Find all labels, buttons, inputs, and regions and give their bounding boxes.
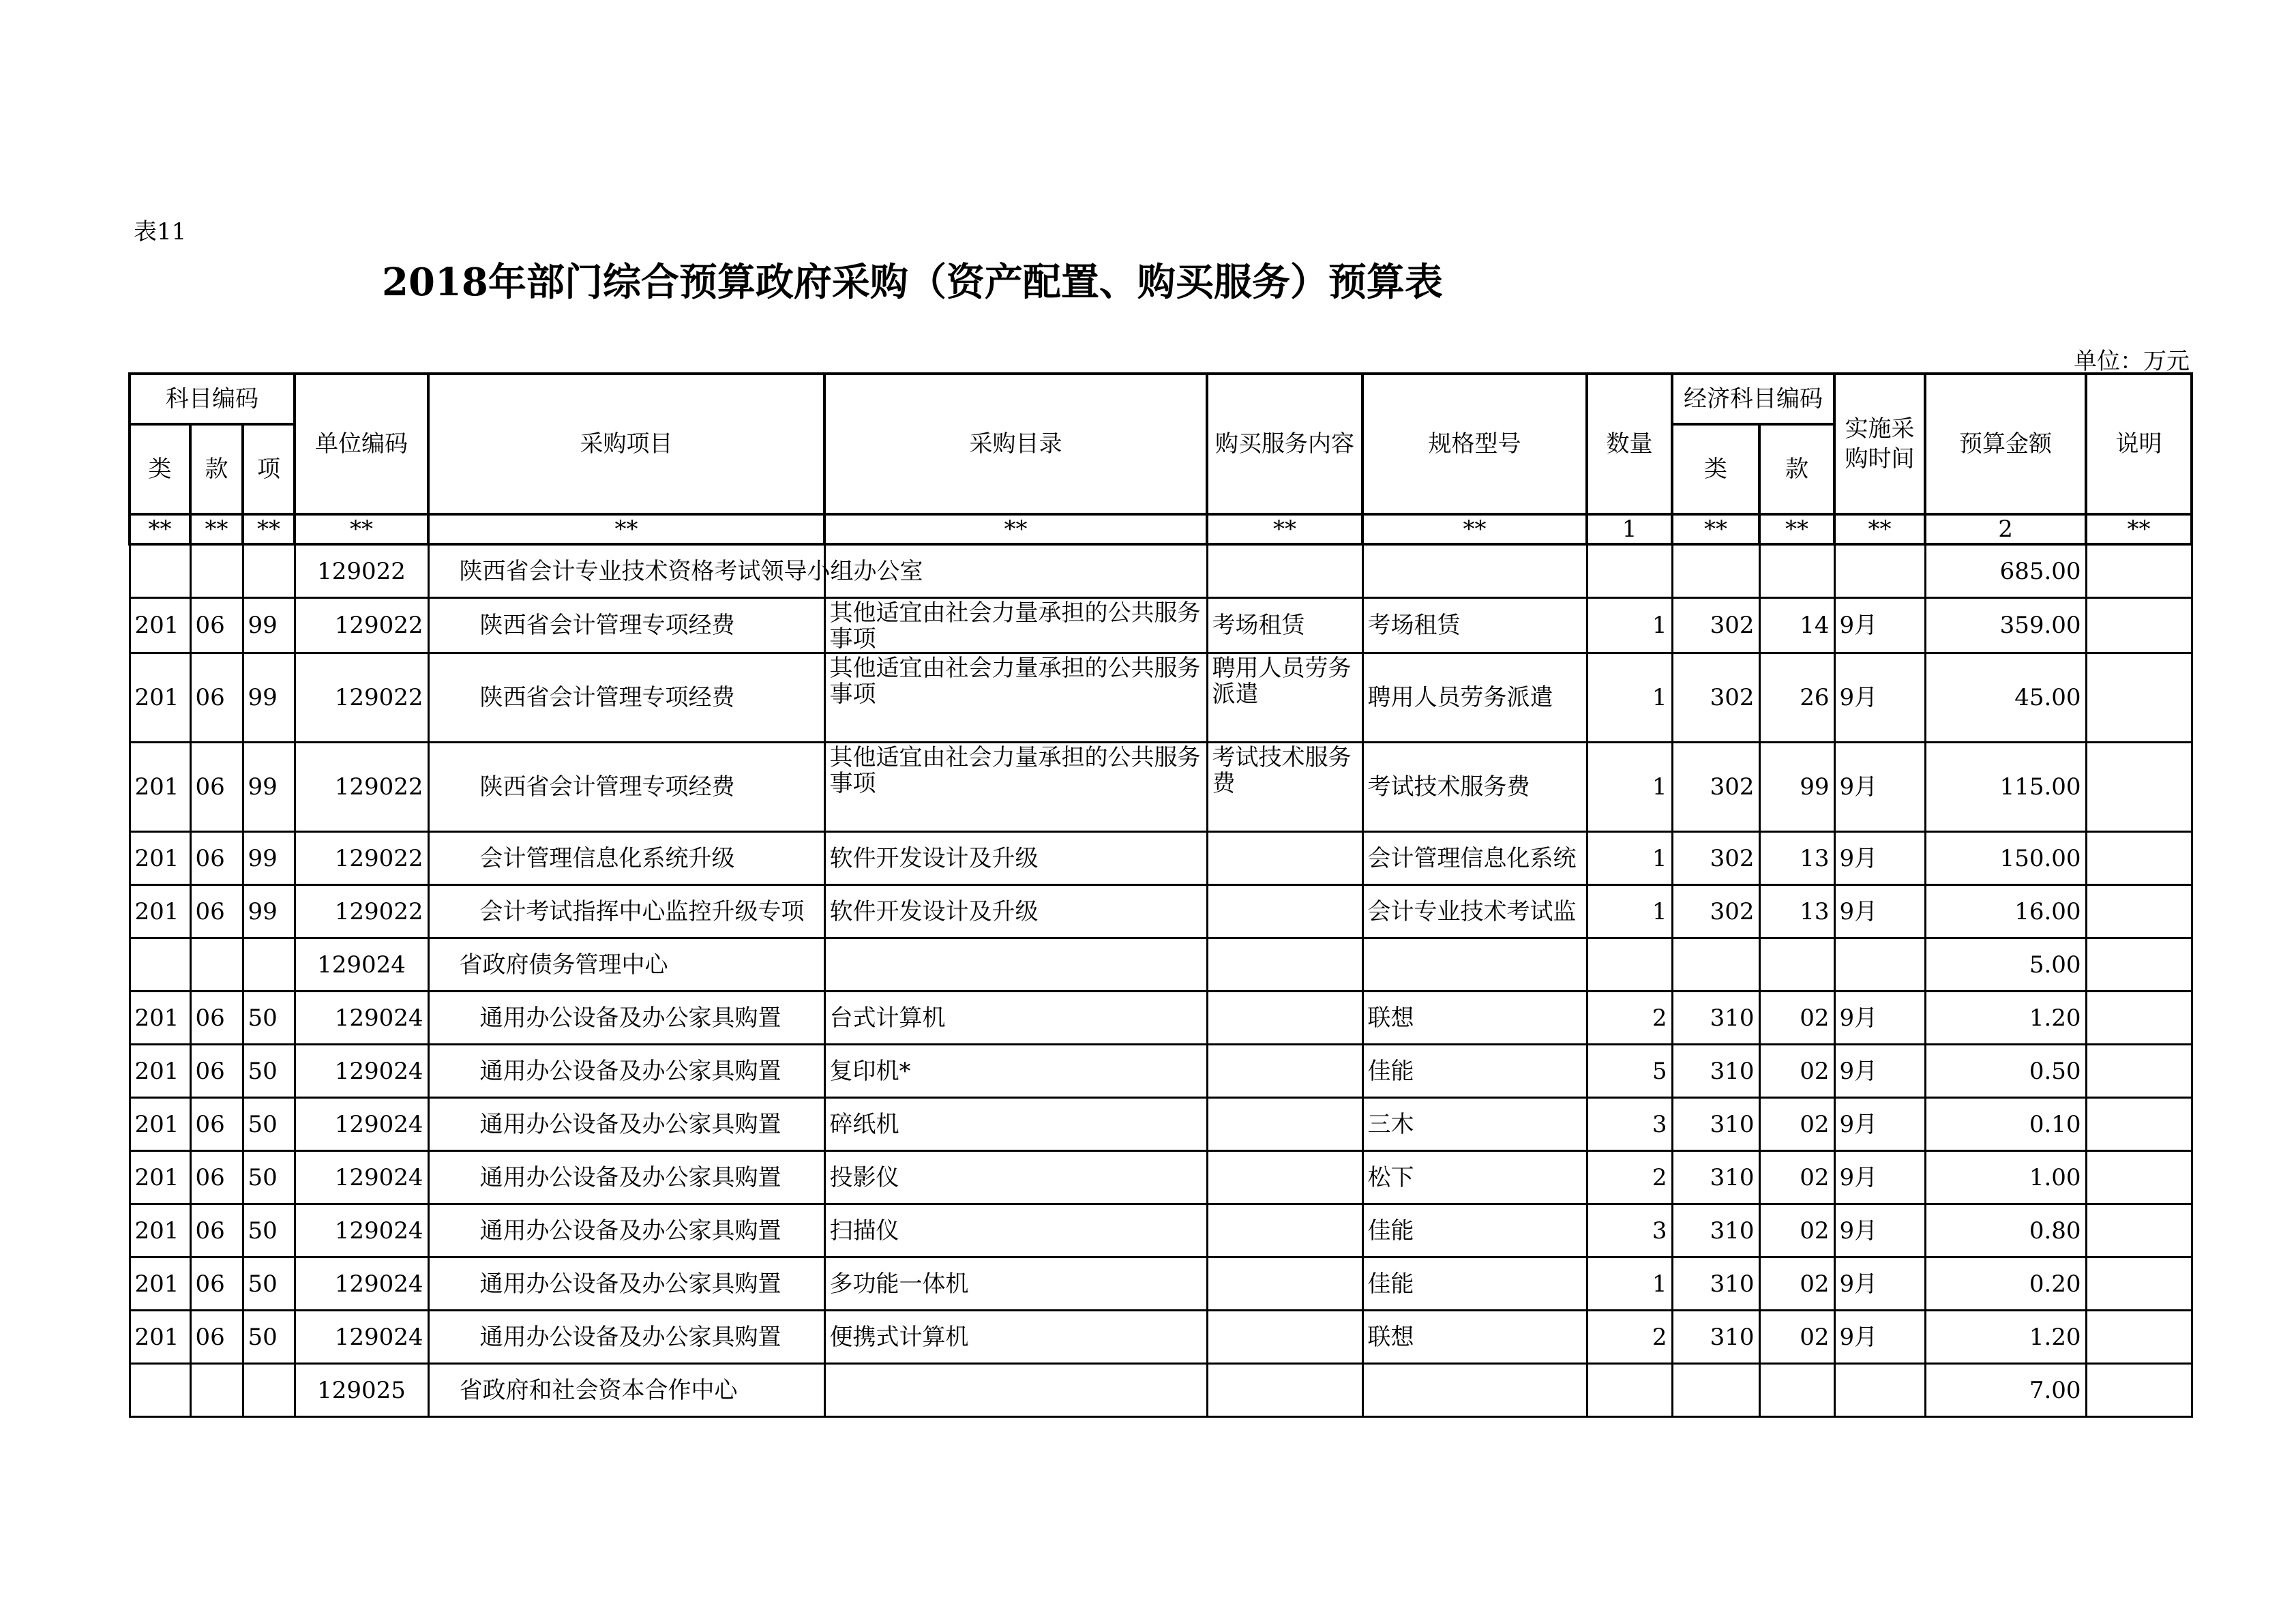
cell-amount: 0.50 <box>1925 1045 2086 1098</box>
cell-xiang <box>243 544 295 598</box>
cell-kuan <box>190 938 243 992</box>
cell-service: 考场租赁 <box>1207 598 1362 653</box>
cell-service <box>1207 1151 1362 1204</box>
cell-lei: 201 <box>130 832 190 885</box>
header-econ-lei: 类 <box>1672 424 1759 514</box>
cell-xiang <box>243 938 295 992</box>
table-row <box>130 653 2192 743</box>
cell-econ-lei: 310 <box>1672 1311 1759 1364</box>
header-econ-kuan: 款 <box>1759 424 1834 514</box>
cell-note <box>2086 885 2192 938</box>
cell-econ-lei: 310 <box>1672 1098 1759 1151</box>
cell-unit-code: 129024 <box>295 938 428 992</box>
cell-amount: 16.00 <box>1925 885 2086 938</box>
cell-time: 9月 <box>1834 743 1925 832</box>
cell-econ-lei: 302 <box>1672 598 1759 653</box>
cell-kuan: 06 <box>190 832 243 885</box>
code-cell: ** <box>1207 514 1362 544</box>
cell-catalog: 碎纸机 <box>824 1098 1207 1151</box>
cell-amount: 0.10 <box>1925 1098 2086 1151</box>
cell-unit-code: 129024 <box>295 1257 428 1311</box>
cell-kuan: 06 <box>190 1151 243 1204</box>
cell-lei <box>130 544 190 598</box>
header-xiang: 项 <box>243 424 295 514</box>
cell-catalog: 投影仪 <box>824 1151 1207 1204</box>
cell-unit-code: 129024 <box>295 992 428 1045</box>
cell-econ-lei: 310 <box>1672 1151 1759 1204</box>
code-cell: 1 <box>1587 514 1672 544</box>
cell-spec: 会计专业技术考试监 <box>1362 885 1587 938</box>
cell-qty: 1 <box>1587 653 1672 743</box>
cell-note <box>2086 598 2192 653</box>
code-cell: ** <box>190 514 243 544</box>
table-row <box>130 1257 2192 1311</box>
cell-catalog: 软件开发设计及升级 <box>824 832 1207 885</box>
cell-qty: 1 <box>1587 743 1672 832</box>
cell-econ-lei: 310 <box>1672 1045 1759 1098</box>
cell-time: 9月 <box>1834 832 1925 885</box>
header-kuan: 款 <box>190 424 243 514</box>
cell-service <box>1207 1257 1362 1311</box>
cell-xiang: 99 <box>243 885 295 938</box>
cell-project: 会计考试指挥中心监控升级专项 <box>428 885 824 938</box>
cell-project: 省政府债务管理中心 <box>428 938 824 992</box>
cell-project: 省政府和社会资本合作中心 <box>428 1364 824 1417</box>
cell-spec <box>1362 544 1587 598</box>
table-body <box>130 544 2192 1417</box>
cell-lei: 201 <box>130 1204 190 1257</box>
cell-note <box>2086 1364 2192 1417</box>
cell-service <box>1207 1311 1362 1364</box>
cell-catalog: 软件开发设计及升级 <box>824 885 1207 938</box>
cell-amount: 0.80 <box>1925 1204 2086 1257</box>
cell-econ-kuan: 26 <box>1759 653 1834 743</box>
table-row <box>130 598 2192 653</box>
cell-econ-kuan <box>1759 1364 1834 1417</box>
cell-unit-code: 129024 <box>295 1311 428 1364</box>
cell-kuan: 06 <box>190 992 243 1045</box>
cell-catalog: 其他适宜由社会力量承担的公共服务事项 <box>824 653 1207 743</box>
cell-qty <box>1587 938 1672 992</box>
cell-amount: 45.00 <box>1925 653 2086 743</box>
code-cell: ** <box>428 514 824 544</box>
group-row <box>130 1364 2192 1417</box>
cell-catalog: 多功能一体机 <box>824 1257 1207 1311</box>
cell-service <box>1207 1098 1362 1151</box>
cell-qty: 5 <box>1587 1045 1672 1098</box>
cell-amount: 1.20 <box>1925 992 2086 1045</box>
budget-table <box>128 372 2193 1418</box>
cell-spec: 考场租赁 <box>1362 598 1587 653</box>
cell-catalog: 其他适宜由社会力量承担的公共服务事项 <box>824 598 1207 653</box>
table-row <box>130 885 2192 938</box>
cell-time <box>1834 1364 1925 1417</box>
cell-kuan: 06 <box>190 1257 243 1311</box>
cell-econ-kuan: 02 <box>1759 1257 1834 1311</box>
cell-qty: 2 <box>1587 1311 1672 1364</box>
table-row <box>130 1098 2192 1151</box>
cell-lei: 201 <box>130 1257 190 1311</box>
cell-qty: 1 <box>1587 832 1672 885</box>
cell-xiang: 99 <box>243 832 295 885</box>
cell-amount: 685.00 <box>1925 544 2086 598</box>
cell-qty: 1 <box>1587 598 1672 653</box>
cell-service <box>1207 832 1362 885</box>
cell-amount: 0.20 <box>1925 1257 2086 1311</box>
cell-project: 通用办公设备及办公家具购置 <box>428 1311 824 1364</box>
cell-spec: 松下 <box>1362 1151 1587 1204</box>
code-cell: ** <box>1362 514 1587 544</box>
cell-econ-kuan: 02 <box>1759 1098 1834 1151</box>
code-cell: ** <box>824 514 1207 544</box>
cell-time: 9月 <box>1834 1151 1925 1204</box>
cell-econ-lei: 302 <box>1672 885 1759 938</box>
cell-spec <box>1362 1364 1587 1417</box>
table-row <box>130 1204 2192 1257</box>
cell-qty: 2 <box>1587 992 1672 1045</box>
table-row <box>130 992 2192 1045</box>
cell-xiang: 50 <box>243 1098 295 1151</box>
cell-unit-code: 129022 <box>295 832 428 885</box>
cell-note <box>2086 1257 2192 1311</box>
cell-time <box>1834 544 1925 598</box>
header-amount: 预算金额 <box>1925 374 2086 514</box>
cell-econ-lei: 302 <box>1672 832 1759 885</box>
table-row <box>130 1045 2192 1098</box>
cell-kuan: 06 <box>190 598 243 653</box>
header-time: 实施采购时间 <box>1834 374 1925 514</box>
cell-unit-code: 129022 <box>295 885 428 938</box>
cell-unit-code: 129025 <box>295 1364 428 1417</box>
cell-qty: 1 <box>1587 885 1672 938</box>
cell-qty: 3 <box>1587 1098 1672 1151</box>
page-title: 2018年部门综合预算政府采购（资产配置、购买服务）预算表 <box>382 260 1443 305</box>
cell-lei: 201 <box>130 1151 190 1204</box>
table-row <box>130 743 2192 832</box>
cell-econ-kuan: 13 <box>1759 832 1834 885</box>
cell-lei: 201 <box>130 653 190 743</box>
cell-catalog: 扫描仪 <box>824 1204 1207 1257</box>
cell-qty <box>1587 544 1672 598</box>
cell-amount: 359.00 <box>1925 598 2086 653</box>
cell-note <box>2086 1098 2192 1151</box>
table-row <box>130 832 2192 885</box>
cell-amount: 150.00 <box>1925 832 2086 885</box>
cell-unit-code: 129022 <box>295 598 428 653</box>
cell-lei: 201 <box>130 1311 190 1364</box>
cell-unit-code: 129024 <box>295 1204 428 1257</box>
column-code-row <box>130 514 2192 544</box>
cell-lei: 201 <box>130 1098 190 1151</box>
cell-service <box>1207 544 1362 598</box>
header-qty: 数量 <box>1587 374 1672 514</box>
cell-note <box>2086 938 2192 992</box>
cell-catalog: 便携式计算机 <box>824 1311 1207 1364</box>
cell-project: 陕西省会计专业技术资格考试领导小组办公室 <box>428 544 824 598</box>
cell-qty: 3 <box>1587 1204 1672 1257</box>
cell-amount: 115.00 <box>1925 743 2086 832</box>
header-subject-code: 科目编码 <box>130 374 295 424</box>
cell-project: 通用办公设备及办公家具购置 <box>428 1098 824 1151</box>
cell-kuan: 06 <box>190 743 243 832</box>
cell-spec: 联想 <box>1362 992 1587 1045</box>
table-row <box>130 1311 2192 1364</box>
code-cell: ** <box>130 514 190 544</box>
cell-econ-kuan: 02 <box>1759 1311 1834 1364</box>
cell-spec: 考试技术服务费 <box>1362 743 1587 832</box>
header-service: 购买服务内容 <box>1207 374 1362 514</box>
cell-xiang: 99 <box>243 743 295 832</box>
code-cell: ** <box>1759 514 1834 544</box>
cell-note <box>2086 992 2192 1045</box>
cell-econ-lei <box>1672 1364 1759 1417</box>
cell-xiang <box>243 1364 295 1417</box>
cell-econ-lei: 310 <box>1672 1257 1759 1311</box>
cell-unit-code: 129024 <box>295 1098 428 1151</box>
cell-amount: 1.00 <box>1925 1151 2086 1204</box>
cell-project: 通用办公设备及办公家具购置 <box>428 1045 824 1098</box>
cell-xiang: 50 <box>243 1257 295 1311</box>
code-cell: ** <box>2086 514 2192 544</box>
cell-spec: 会计管理信息化系统 <box>1362 832 1587 885</box>
cell-econ-kuan: 02 <box>1759 1045 1834 1098</box>
cell-note <box>2086 832 2192 885</box>
group-row <box>130 544 2192 598</box>
cell-xiang: 50 <box>243 1045 295 1098</box>
cell-unit-code: 129022 <box>295 653 428 743</box>
header-project: 采购项目 <box>428 374 824 514</box>
cell-unit-code: 129022 <box>295 544 428 598</box>
cell-econ-kuan: 14 <box>1759 598 1834 653</box>
cell-lei <box>130 1364 190 1417</box>
cell-econ-lei <box>1672 544 1759 598</box>
cell-econ-lei: 302 <box>1672 743 1759 832</box>
cell-project: 通用办公设备及办公家具购置 <box>428 1204 824 1257</box>
cell-econ-kuan: 02 <box>1759 992 1834 1045</box>
cell-service <box>1207 1364 1362 1417</box>
header-spec: 规格型号 <box>1362 374 1587 514</box>
header-lei: 类 <box>130 424 190 514</box>
cell-time: 9月 <box>1834 885 1925 938</box>
code-cell: ** <box>243 514 295 544</box>
cell-unit-code: 129022 <box>295 743 428 832</box>
cell-service <box>1207 1204 1362 1257</box>
cell-service <box>1207 885 1362 938</box>
cell-amount: 5.00 <box>1925 938 2086 992</box>
cell-econ-kuan <box>1759 544 1834 598</box>
cell-kuan: 06 <box>190 653 243 743</box>
cell-catalog <box>824 1364 1207 1417</box>
cell-time: 9月 <box>1834 1204 1925 1257</box>
cell-xiang: 50 <box>243 1311 295 1364</box>
cell-econ-kuan <box>1759 938 1834 992</box>
cell-project: 通用办公设备及办公家具购置 <box>428 1151 824 1204</box>
cell-econ-lei: 310 <box>1672 992 1759 1045</box>
cell-spec: 佳能 <box>1362 1257 1587 1311</box>
cell-service: 考试技术服务费 <box>1207 743 1362 832</box>
table-number-label: 表11 <box>134 218 187 245</box>
cell-note <box>2086 544 2192 598</box>
cell-time: 9月 <box>1834 1257 1925 1311</box>
cell-service <box>1207 992 1362 1045</box>
cell-econ-kuan: 02 <box>1759 1204 1834 1257</box>
cell-service: 聘用人员劳务派遣 <box>1207 653 1362 743</box>
cell-lei: 201 <box>130 743 190 832</box>
cell-amount: 1.20 <box>1925 1311 2086 1364</box>
cell-econ-kuan: 99 <box>1759 743 1834 832</box>
cell-time: 9月 <box>1834 1045 1925 1098</box>
cell-catalog: 其他适宜由社会力量承担的公共服务事项 <box>824 743 1207 832</box>
cell-kuan: 06 <box>190 1045 243 1098</box>
cell-time <box>1834 938 1925 992</box>
cell-econ-kuan: 13 <box>1759 885 1834 938</box>
cell-unit-code: 129024 <box>295 1151 428 1204</box>
cell-xiang: 50 <box>243 1204 295 1257</box>
cell-lei: 201 <box>130 1045 190 1098</box>
cell-kuan: 06 <box>190 885 243 938</box>
cell-econ-lei <box>1672 938 1759 992</box>
cell-spec: 三木 <box>1362 1098 1587 1151</box>
cell-qty: 1 <box>1587 1257 1672 1311</box>
cell-project: 陕西省会计管理专项经费 <box>428 598 824 653</box>
cell-econ-lei: 302 <box>1672 653 1759 743</box>
cell-time: 9月 <box>1834 992 1925 1045</box>
cell-catalog: 复印机* <box>824 1045 1207 1098</box>
cell-spec <box>1362 938 1587 992</box>
cell-qty: 2 <box>1587 1151 1672 1204</box>
cell-qty <box>1587 1364 1672 1417</box>
cell-lei: 201 <box>130 598 190 653</box>
code-cell: ** <box>295 514 428 544</box>
cell-time: 9月 <box>1834 1098 1925 1151</box>
table-row <box>130 1151 2192 1204</box>
cell-project: 通用办公设备及办公家具购置 <box>428 1257 824 1311</box>
header-catalog: 采购目录 <box>824 374 1207 514</box>
cell-service <box>1207 1045 1362 1098</box>
cell-unit-code: 129024 <box>295 1045 428 1098</box>
header-note: 说明 <box>2086 374 2192 514</box>
cell-kuan: 06 <box>190 1098 243 1151</box>
cell-lei <box>130 938 190 992</box>
cell-kuan: 06 <box>190 1204 243 1257</box>
header-unit-code: 单位编码 <box>295 374 428 514</box>
cell-kuan: 06 <box>190 1311 243 1364</box>
cell-note <box>2086 1311 2192 1364</box>
cell-amount: 7.00 <box>1925 1364 2086 1417</box>
cell-project: 陕西省会计管理专项经费 <box>428 653 824 743</box>
cell-note <box>2086 1151 2192 1204</box>
cell-note <box>2086 743 2192 832</box>
cell-time: 9月 <box>1834 653 1925 743</box>
cell-econ-kuan: 02 <box>1759 1151 1834 1204</box>
cell-catalog <box>824 938 1207 992</box>
cell-spec: 佳能 <box>1362 1204 1587 1257</box>
code-cell: 2 <box>1925 514 2086 544</box>
cell-time: 9月 <box>1834 1311 1925 1364</box>
cell-kuan <box>190 1364 243 1417</box>
group-row <box>130 938 2192 992</box>
cell-spec: 佳能 <box>1362 1045 1587 1098</box>
cell-time: 9月 <box>1834 598 1925 653</box>
cell-xiang: 99 <box>243 653 295 743</box>
cell-note <box>2086 1204 2192 1257</box>
cell-service <box>1207 938 1362 992</box>
cell-catalog: 台式计算机 <box>824 992 1207 1045</box>
cell-lei: 201 <box>130 885 190 938</box>
unit-label: 单位：万元 <box>2074 348 2190 375</box>
cell-project: 通用办公设备及办公家具购置 <box>428 992 824 1045</box>
cell-spec: 聘用人员劳务派遣 <box>1362 653 1587 743</box>
code-cell: ** <box>1672 514 1759 544</box>
cell-xiang: 50 <box>243 1151 295 1204</box>
header-econ-code: 经济科目编码 <box>1672 374 1834 424</box>
cell-xiang: 99 <box>243 598 295 653</box>
cell-xiang: 50 <box>243 992 295 1045</box>
cell-econ-lei: 310 <box>1672 1204 1759 1257</box>
cell-kuan <box>190 544 243 598</box>
cell-project: 会计管理信息化系统升级 <box>428 832 824 885</box>
code-cell: ** <box>1834 514 1925 544</box>
cell-spec: 联想 <box>1362 1311 1587 1364</box>
cell-lei: 201 <box>130 992 190 1045</box>
cell-note <box>2086 1045 2192 1098</box>
cell-note <box>2086 653 2192 743</box>
cell-project: 陕西省会计管理专项经费 <box>428 743 824 832</box>
